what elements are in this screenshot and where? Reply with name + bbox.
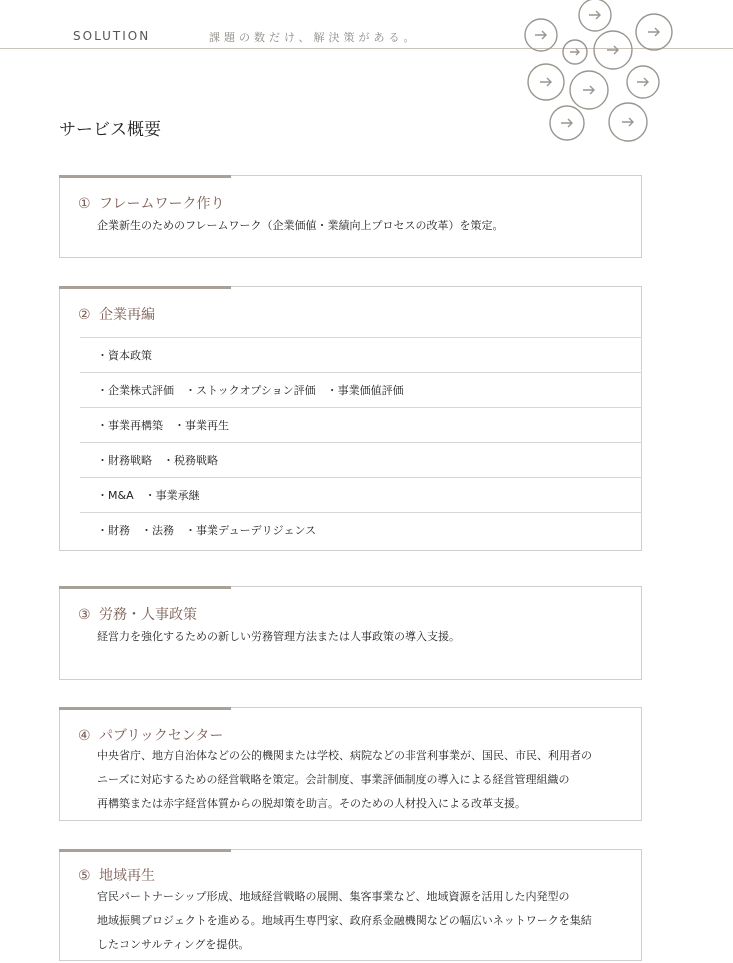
- card-description: 官民パートナーシップ形成、地域経営戦略の展開、集客事業など、地域資源を活用した内発型の 地域振興プロジェクトを進める。地域再生専門家、政府系金融機関などの幅広いネットワークを集結 したコンサルティングを提供。: [97, 890, 592, 951]
- service-card-framework: [59, 175, 642, 258]
- arrow-circle-icon: [594, 31, 632, 69]
- card-accent-bar: [59, 707, 231, 710]
- page-title: サービス概要: [59, 120, 161, 140]
- service-card-hr-policy: [59, 586, 642, 680]
- card-heading: 地域再生: [99, 868, 156, 884]
- card-number: ③: [78, 607, 91, 623]
- card-title: [78, 725, 223, 745]
- arrow-circle-icon: [525, 19, 557, 51]
- card-description: 企業新生のためのフレームワーク（企業価値・業績向上プロセスの改革）を策定。: [97, 219, 504, 232]
- service-card-reorganization: [59, 286, 642, 551]
- list-item: ・資本政策: [80, 337, 642, 372]
- brand-label: SOLUTION: [73, 29, 151, 43]
- arrow-circle-icon: [563, 40, 587, 64]
- tagline: 課題の数だけ、解決策がある。: [209, 31, 419, 44]
- service-card-regional-revitalization: [59, 849, 642, 961]
- card-title: [78, 304, 155, 324]
- card-accent-bar: [59, 175, 231, 178]
- card-heading: パブリックセンター: [99, 728, 224, 744]
- arrow-circles-decoration: [500, 0, 733, 150]
- arrow-circle-icon: [570, 71, 608, 109]
- list-item: ・M&A ・事業承継: [80, 477, 642, 512]
- arrow-circle-icon: [609, 103, 647, 141]
- list-item: ・事業再構築 ・事業再生: [80, 407, 642, 442]
- card-title: [78, 865, 155, 885]
- list-item: ・財務戦略 ・税務戦略: [80, 442, 642, 477]
- card-number: ②: [78, 307, 91, 323]
- card-accent-bar: [59, 586, 231, 589]
- list-item: ・企業株式評価 ・ストックオプション評価 ・事業価値評価: [80, 372, 642, 407]
- card-number: ①: [78, 196, 91, 212]
- service-card-public-center: [59, 707, 642, 821]
- arrow-circle-icon: [579, 0, 611, 31]
- card-accent-bar: [59, 849, 231, 852]
- arrow-circle-icon: [627, 66, 659, 98]
- card-heading: 企業再編: [99, 307, 156, 323]
- card-accent-bar: [59, 286, 231, 289]
- card-title: [78, 604, 197, 624]
- card-heading: 労務・人事政策: [99, 607, 198, 623]
- arrow-circle-icon: [528, 64, 564, 100]
- card-description: 経営力を強化するための新しい労務管理方法または人事政策の導入支援。: [97, 630, 460, 643]
- card-number: ⑤: [78, 868, 91, 884]
- service-item-list: [80, 337, 642, 548]
- card-number: ④: [78, 728, 91, 744]
- card-description: 中央省庁、地方自治体などの公的機関または学校、病院などの非営利事業が、国民、市民、利用者の ニーズに対応するための経営戦略を策定。会計制度、事業評価制度の導入による経営管理組織の 再構築または赤字経営体質からの脱却策を助言。そのための人材投入による改革支援。: [97, 749, 592, 810]
- list-item: ・財務 ・法務 ・事業デューデリジェンス: [80, 512, 642, 548]
- arrow-circle-icon: [550, 106, 584, 140]
- card-heading: フレームワーク作り: [99, 196, 225, 212]
- arrow-circle-icon: [636, 14, 672, 50]
- card-title: [78, 193, 224, 213]
